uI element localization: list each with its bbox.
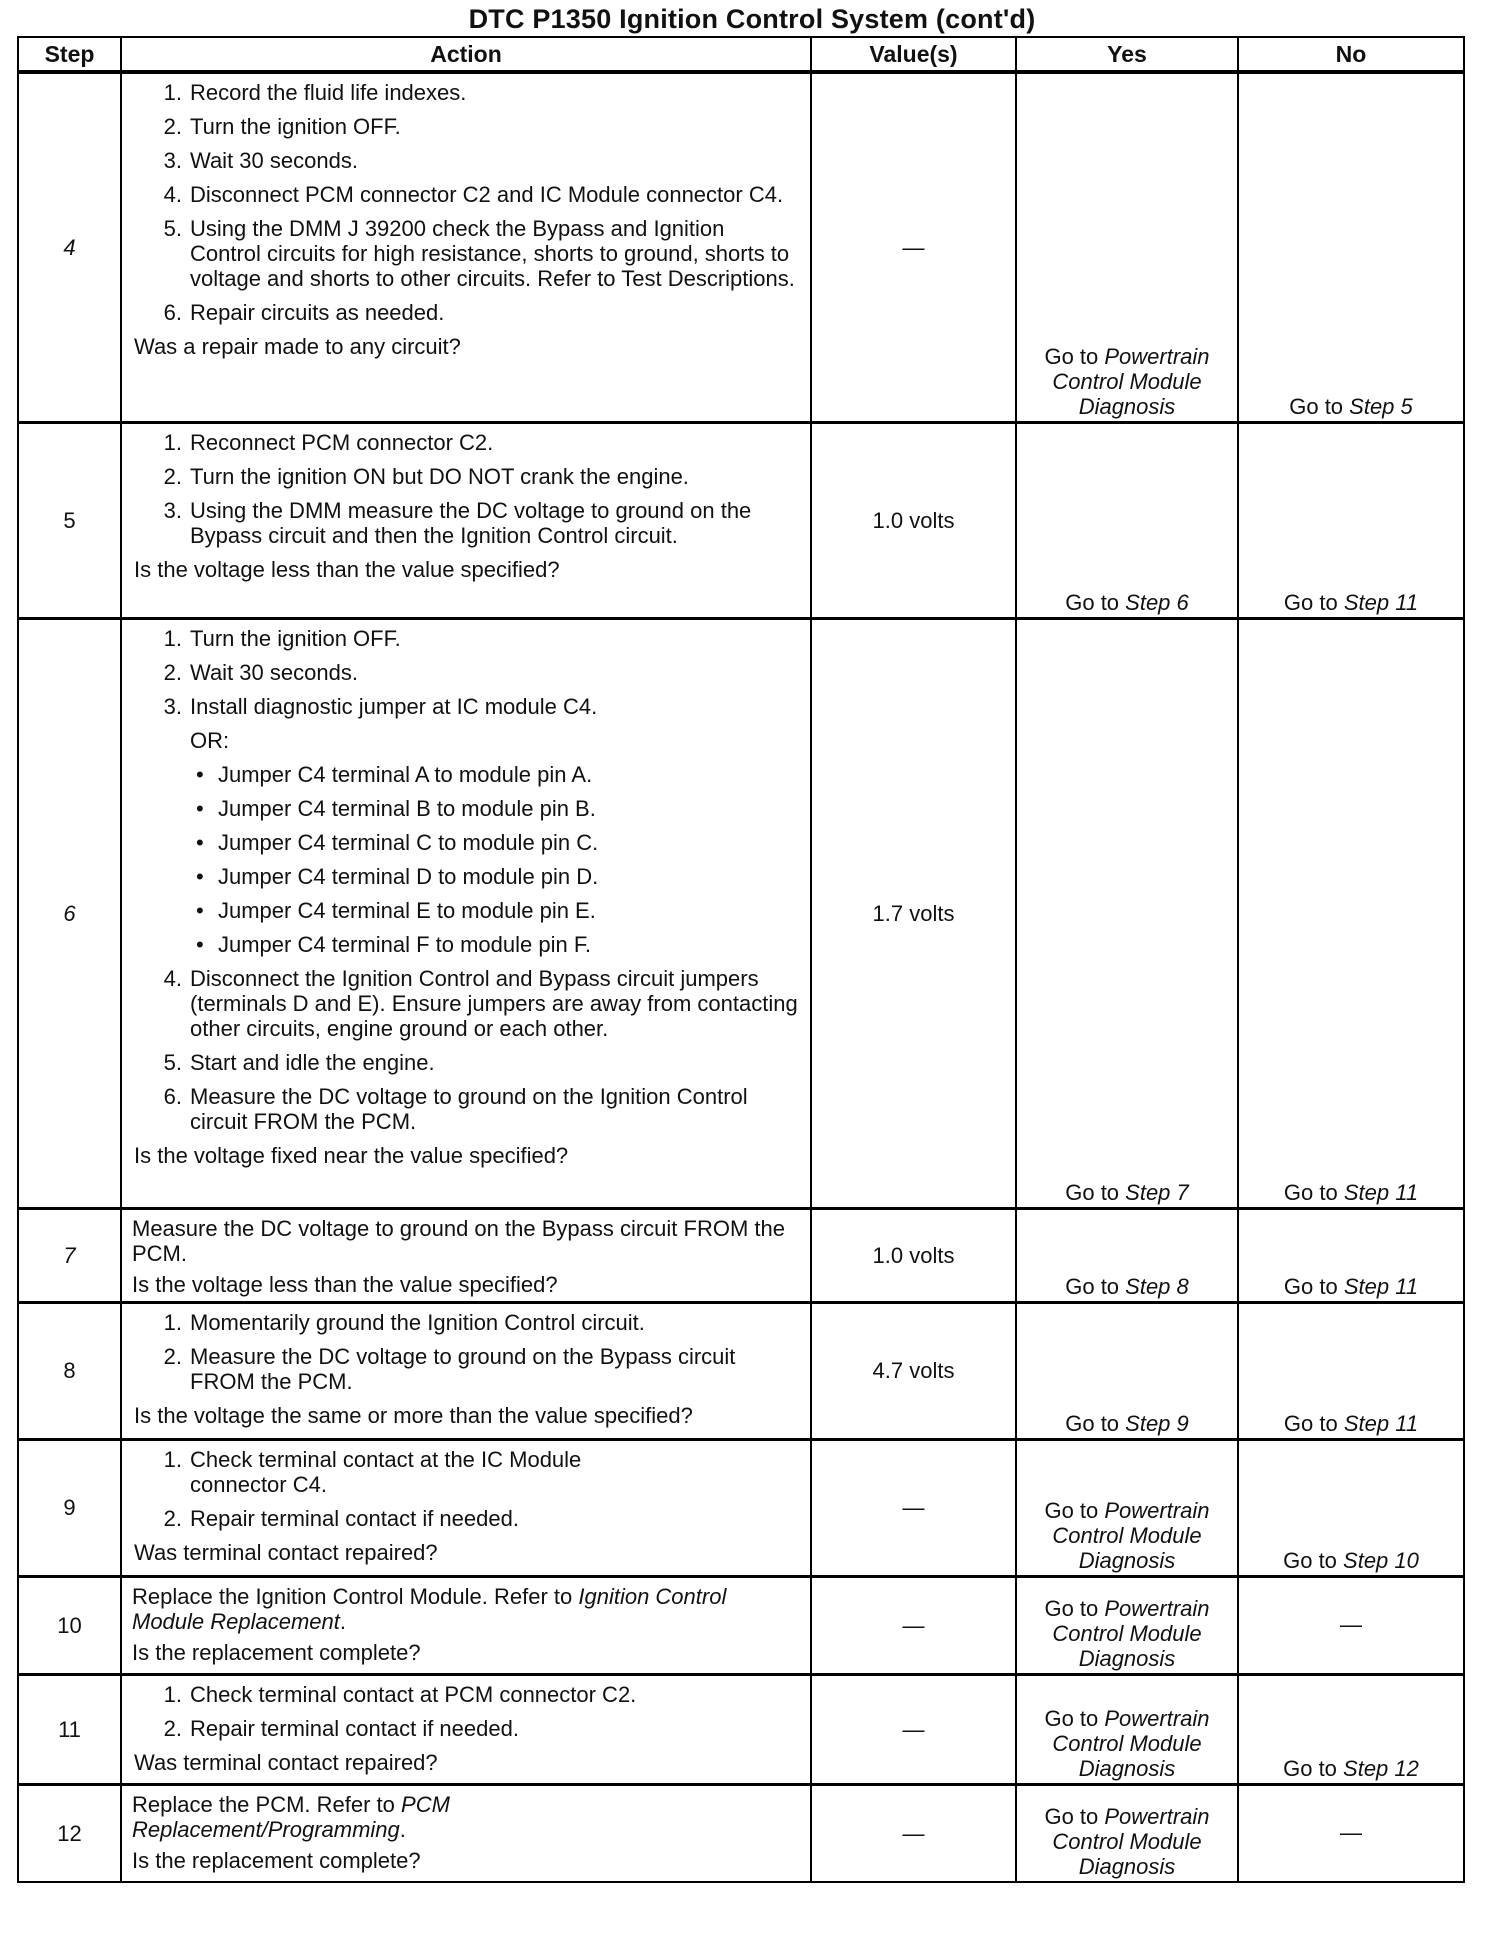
action-question: Is the voltage the same or more than the value specified?: [134, 1402, 693, 1428]
action-question: Is the replacement complete?: [132, 1847, 421, 1873]
action-cell: [121, 618, 811, 1208]
table-row: [18, 1439, 1464, 1576]
yes-cell: Go to Powertrain Control Module Diagnosis: [1016, 1576, 1238, 1674]
action-cell: [121, 422, 811, 618]
value-cell: —: [811, 1674, 1016, 1784]
action-question: Is the voltage less than the value specified?: [134, 556, 560, 582]
table-row: [18, 1208, 1464, 1302]
action-item: 2. Repair terminal contact if needed.: [163, 1715, 519, 1741]
action-question: Is the voltage fixed near the value specified?: [134, 1142, 569, 1168]
table-row: [18, 1302, 1464, 1439]
action-question: Was a repair made to any circuit?: [134, 334, 461, 359]
action-item: 1. Turn the ignition OFF.: [163, 625, 401, 651]
action-item: 5. Start and idle the engine.: [163, 1049, 435, 1075]
action-item: 3. Wait 30 seconds.: [163, 148, 358, 173]
action-question: Was terminal contact repaired?: [134, 1749, 438, 1775]
yes-cell: Go to Step 7: [1016, 618, 1238, 1208]
action-item: 5. Using the DMM J 39200 check the Bypass and Ignition Control circuits for high resistance, shorts to ground, shorts to voltage and shorts to other circuits. Refer to Test Descriptions.: [163, 216, 795, 291]
action-item: 3. Install diagnostic jumper at IC module C4.: [163, 693, 598, 719]
step-number: 9: [18, 1439, 121, 1576]
bullet-item: • Jumper C4 terminal B to module pin B.: [196, 795, 596, 821]
action-item: 2. Measure the DC voltage to ground on the Bypass circuit FROM the PCM.: [163, 1343, 736, 1394]
no-cell: Go to Step 11: [1238, 1302, 1464, 1439]
bullet-item: • Jumper C4 terminal D to module pin D.: [196, 863, 599, 889]
yes-cell: Go to Step 8: [1016, 1208, 1238, 1302]
action-item: 1. Momentarily ground the Ignition Control circuit.: [163, 1309, 645, 1335]
action-text: Replace the PCM. Refer to PCM Replacement/Programming.: [132, 1791, 450, 1842]
step-number: 12: [18, 1784, 121, 1882]
table-header-row: [18, 37, 1464, 72]
yes-cell: Go to Step 6: [1016, 422, 1238, 618]
action-item: 3. Using the DMM measure the DC voltage to ground on the Bypass circuit and then the Ignition Control circuit.: [163, 497, 752, 548]
step-number: 8: [18, 1302, 121, 1439]
yes-cell: Go to Step 9: [1016, 1302, 1238, 1439]
table-row: [18, 72, 1464, 422]
bullet-icon: •: [196, 829, 204, 855]
no-cell: Go to Step 11: [1238, 1208, 1464, 1302]
step-number: 5: [18, 422, 121, 618]
action-cell: [121, 1208, 811, 1302]
action-cell: [121, 1576, 811, 1674]
table-row: [18, 422, 1464, 618]
value-cell: —: [811, 1784, 1016, 1882]
header-values: Value(s): [811, 37, 1016, 72]
value-cell: 1.0 volts: [811, 1208, 1016, 1302]
no-cell: Go to Step 11: [1238, 618, 1464, 1208]
action-cell: [121, 1439, 811, 1576]
table-row: [18, 618, 1464, 1208]
value-cell: 4.7 volts: [811, 1302, 1016, 1439]
step-number: 6: [18, 618, 121, 1208]
no-cell: Go to Step 5: [1238, 72, 1464, 422]
header-step: Step: [18, 37, 121, 72]
action-item: 2. Repair terminal contact if needed.: [163, 1505, 519, 1531]
yes-cell: Go to Powertrain Control Module Diagnosis: [1016, 1674, 1238, 1784]
value-cell: —: [811, 1576, 1016, 1674]
action-item: 1. Record the fluid life indexes.: [163, 80, 467, 105]
action-item: 4. Disconnect PCM connector C2 and IC Module connector C4.: [163, 182, 784, 207]
no-cell: Go to Step 11: [1238, 422, 1464, 618]
action-item: 2. Wait 30 seconds.: [163, 659, 358, 685]
action-item: 1. Check terminal contact at the IC Module connector C4.: [163, 1446, 582, 1497]
value-cell: 1.0 volts: [811, 422, 1016, 618]
action-cell: [121, 1302, 811, 1439]
value-cell: 1.7 volts: [811, 618, 1016, 1208]
no-cell: Go to Step 10: [1238, 1439, 1464, 1576]
bullet-icon: •: [196, 795, 204, 821]
action-item: 4. Disconnect the Ignition Control and Bypass circuit jumpers (terminals D and E). Ensure jumpers are away from contacting other circuits, engine ground or each other.: [163, 965, 798, 1041]
step-number: 4: [18, 72, 121, 422]
action-item: 2. Turn the ignition OFF.: [163, 114, 401, 139]
bullet-icon: •: [196, 897, 204, 923]
or-label: OR:: [190, 727, 230, 753]
action-cell: [121, 72, 811, 422]
action-question: Is the voltage less than the value specified?: [132, 1271, 558, 1297]
yes-cell: Go to Powertrain Control Module Diagnosis: [1016, 1784, 1238, 1882]
header-action: Action: [121, 37, 811, 72]
bullet-icon: •: [196, 761, 204, 787]
page-title: DTC P1350 Ignition Control System (cont'd): [468, 4, 1036, 34]
action-item: 2. Turn the ignition ON but DO NOT crank the engine.: [163, 463, 689, 489]
action-text: Replace the Ignition Control Module. Refer to Ignition Control Module Replacement.: [132, 1583, 727, 1634]
value-cell: —: [811, 72, 1016, 422]
table-row: [18, 1784, 1464, 1882]
header-no: No: [1238, 37, 1464, 72]
step-number: 11: [18, 1674, 121, 1784]
step-number: 10: [18, 1576, 121, 1674]
action-text: Measure the DC voltage to ground on the Bypass circuit FROM the PCM.: [132, 1215, 785, 1266]
yes-cell: Go to Powertrain Control Module Diagnosis: [1016, 1439, 1238, 1576]
no-cell: —: [1238, 1576, 1464, 1674]
action-item: 6. Repair circuits as needed.: [163, 300, 445, 325]
bullet-item: • Jumper C4 terminal A to module pin A.: [196, 761, 593, 787]
bullet-icon: •: [196, 863, 204, 889]
action-item: 1. Check terminal contact at PCM connector C2.: [163, 1681, 637, 1707]
table-row: [18, 1576, 1464, 1674]
header-yes: Yes: [1016, 37, 1238, 72]
diagnostic-table: [17, 36, 1465, 1883]
bullet-item: • Jumper C4 terminal F to module pin F.: [196, 931, 591, 957]
action-item: 1. Reconnect PCM connector C2.: [163, 429, 494, 455]
no-cell: Go to Step 12: [1238, 1674, 1464, 1784]
step-number: 7: [18, 1208, 121, 1302]
action-item: 6. Measure the DC voltage to ground on the Ignition Control circuit FROM the PCM.: [163, 1083, 748, 1134]
no-cell: —: [1238, 1784, 1464, 1882]
value-cell: —: [811, 1439, 1016, 1576]
action-question: Was terminal contact repaired?: [134, 1539, 438, 1565]
bullet-icon: •: [196, 931, 204, 957]
bullet-item: • Jumper C4 terminal C to module pin C.: [196, 829, 599, 855]
bullet-item: • Jumper C4 terminal E to module pin E.: [196, 897, 596, 923]
yes-cell: Go to Powertrain Control Module Diagnosis: [1016, 72, 1238, 422]
action-cell: [121, 1784, 811, 1882]
action-question: Is the replacement complete?: [132, 1639, 421, 1665]
action-cell: [121, 1674, 811, 1784]
table-row: [18, 1674, 1464, 1784]
